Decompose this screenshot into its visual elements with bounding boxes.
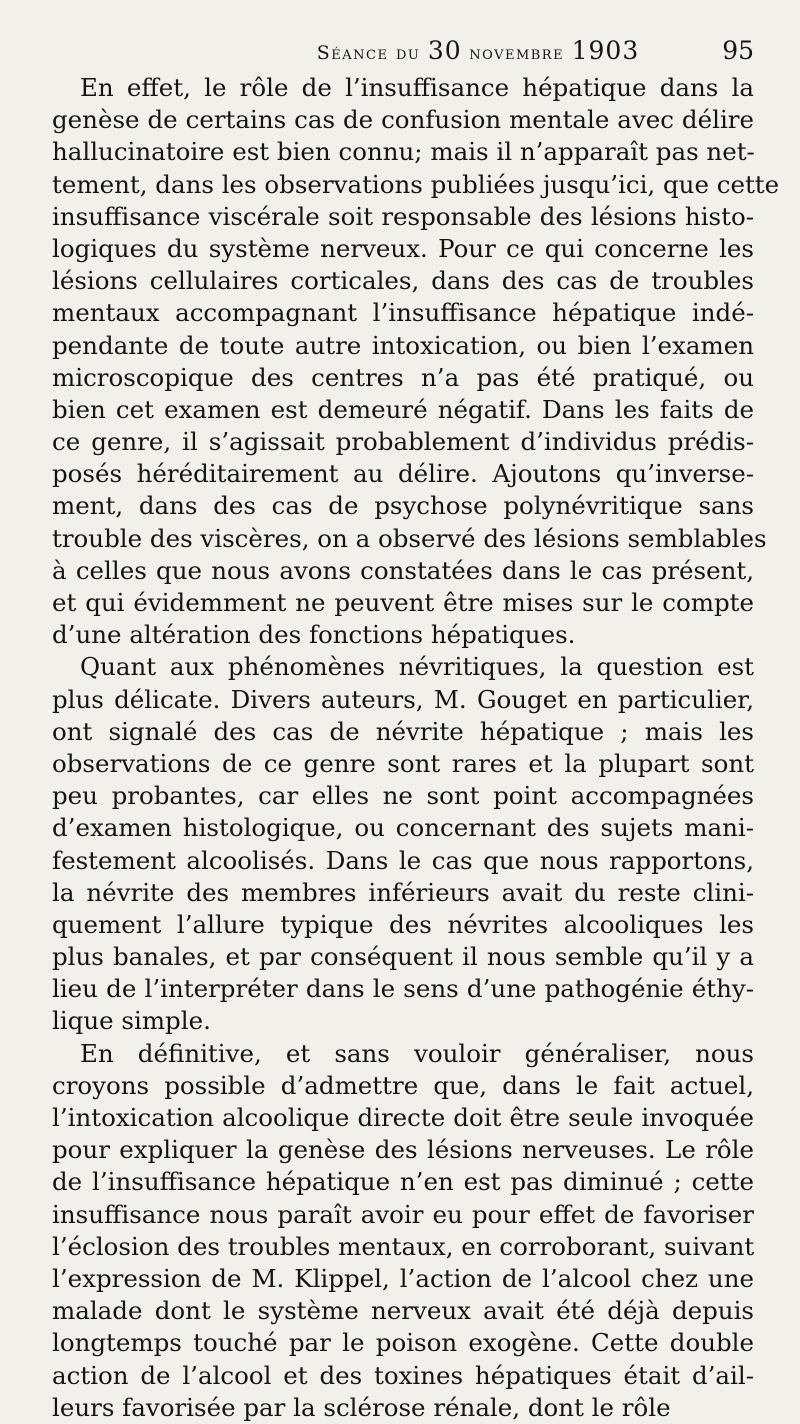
paragraph — [52, 1038, 754, 1424]
text-line: trouble des viscères, on a observé des lésions semblables — [52, 523, 767, 553]
text-line: lieu de l’interpréter dans le sens d’une pathogénie éthy- — [52, 974, 754, 1004]
body-text — [52, 72, 780, 1424]
text-line: peu probantes, car elles ne sont point accompagnées — [52, 781, 754, 811]
text-line: logiques du système nerveux. Pour ce qui concerne les — [52, 233, 754, 263]
running-head-year: 1903 — [571, 36, 640, 65]
paragraph — [52, 651, 754, 1037]
text-line: insuffisance viscérale soit responsable des lésions histo- — [52, 201, 754, 231]
text-line: lésions cellulaires corticales, dans des cas de troubles — [52, 266, 754, 296]
text-line: pendante de toute autre intoxication, ou bien l’examen — [52, 330, 754, 360]
running-head-month: novembre — [461, 42, 572, 64]
text-line: bien cet examen est demeuré négatif. Dans les faits de — [52, 394, 754, 424]
text-line: microscopique des centres n’a pas été pratiqué, ou — [52, 362, 754, 392]
text-line: ce genre, il s’agissait probablement d’individus prédis- — [52, 427, 754, 457]
text-line: l’éclosion des troubles mentaux, en corroborant, suivant — [52, 1231, 755, 1261]
text-line: plus délicate. Divers auteurs, M. Gouget en particulier, — [52, 684, 754, 714]
text-line: observations de ce genre sont rares et la plupart sont — [52, 748, 754, 778]
text-line: à celles que nous avons constatées dans le cas présent, — [52, 555, 754, 585]
text-line: action de l’alcool et des toxines hépatiques était d’ail- — [52, 1360, 754, 1390]
text-line: plus banales, et par conséquent il nous semble qu’il y a — [52, 942, 754, 972]
text-line: insuffisance nous paraît avoir eu pour effet de favoriser — [52, 1199, 754, 1229]
page-number: 95 — [722, 36, 754, 65]
text-line: l’intoxication alcoolique directe doit être seule invoquée — [52, 1103, 754, 1132]
text-line: ment, dans des cas de psychose polynévritique sans — [52, 491, 754, 521]
text-line: et qui évidemment ne peuvent être mises sur le compte — [52, 588, 754, 617]
text-line: genèse de certains cas de confusion mentale avec délire — [52, 105, 754, 135]
running-head — [202, 36, 754, 65]
text-line: d’examen histologique, ou concernant des sujets mani- — [52, 813, 754, 843]
page-header — [52, 0, 754, 72]
text-line: En effet, le rôle de l’insuffisance hépatique dans la — [80, 73, 754, 102]
text-line: de l’insuffisance hépatique n’en est pas diminué ; cette — [52, 1167, 754, 1197]
text-line: malade dont le système nerveux avait été déjà depuis — [52, 1296, 754, 1326]
text-line: posés héréditairement au délire. Ajoutons qu’inverse- — [52, 459, 754, 489]
text-line: leurs favorisée par la sclérose rénale, dont le rôle — [52, 1392, 671, 1422]
text-line: ont signalé des cas de névrite hépatique ; mais les — [52, 716, 754, 746]
text-line: tement, dans les observations publiées jusqu’ici, que cette — [52, 169, 780, 199]
paragraph — [52, 72, 780, 651]
text-line: longtemps touché par le poison exogène. Cette double — [52, 1328, 754, 1358]
text-line: quement l’allure typique des névrites alcooliques les — [52, 909, 754, 939]
text-line: mentaux accompagnant l’insuffisance hépatique indé- — [52, 298, 754, 328]
text-line: pour expliquer la genèse des lésions nerveuses. Le rôle — [52, 1135, 754, 1165]
text-line: hallucinatoire est bien connu; mais il n’apparaît pas net- — [52, 137, 755, 167]
running-head-prefix: Séance du — [316, 42, 428, 64]
text-line: croyons possible d’admettre que, dans le fait actuel, — [52, 1070, 754, 1100]
running-head-day: 30 — [427, 36, 462, 65]
text-line: En définitive, et sans vouloir généraliser, nous — [80, 1038, 754, 1068]
text-line: festement alcoolisés. Dans le cas que nous rapportons, — [52, 845, 754, 875]
text-line: la névrite des membres inférieurs avait du reste clini- — [52, 877, 754, 907]
text-line: lique simple. — [52, 1006, 211, 1036]
text-line: Quant aux phénomènes névritiques, la question est — [80, 652, 754, 682]
text-line: d’une altération des fonctions hépatiques. — [52, 620, 576, 650]
text-line: l’expression de M. Klippel, l’action de l’alcool chez une — [52, 1263, 754, 1293]
